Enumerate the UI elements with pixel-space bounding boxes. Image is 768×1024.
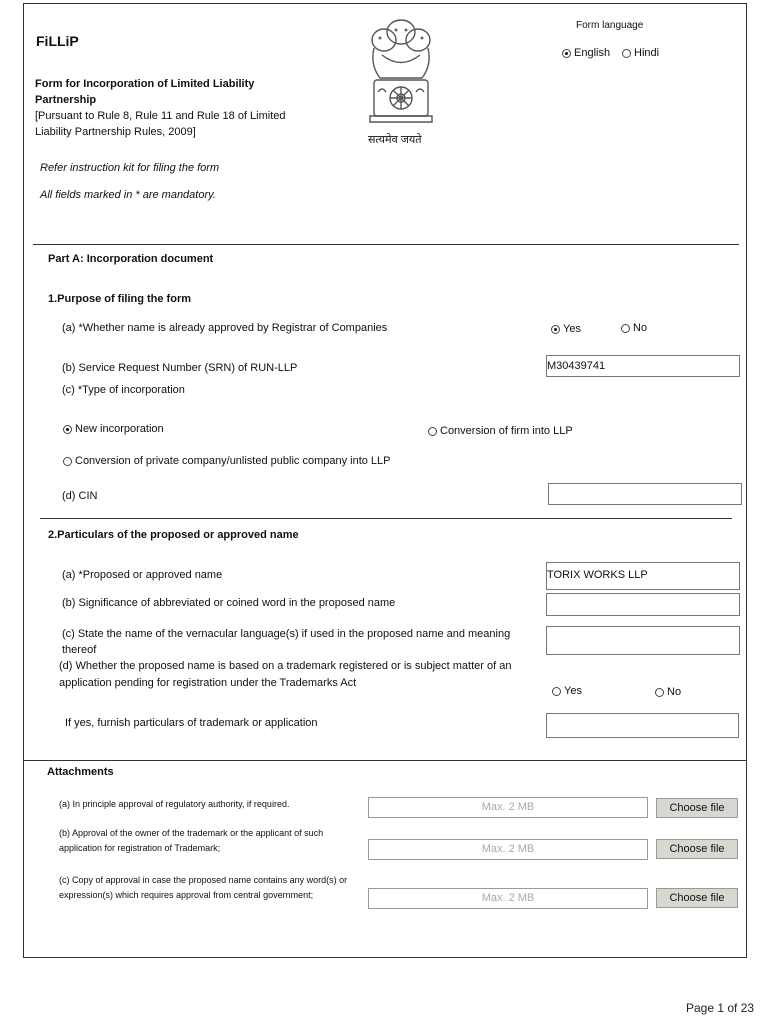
rule-text: [Pursuant to Rule 8, Rule 11 and Rule 18 of Limited Liability Partnership Rules, 2009] — [35, 110, 286, 138]
conversion-firm-radio[interactable]: Conversion of firm into LLP — [428, 425, 573, 437]
significance-field[interactable] — [546, 593, 740, 616]
radio-unselected-icon — [552, 687, 561, 696]
language-hindi-radio[interactable]: Hindi — [622, 47, 659, 59]
radio-unselected-icon — [621, 324, 630, 333]
attachment-a-label: (a) In principle approval of regulatory authority, if required. — [59, 799, 290, 809]
srn-field[interactable]: M30439741 — [546, 355, 740, 377]
radio-unselected-icon — [655, 688, 664, 697]
attachment-b-label: (b) Approval of the owner of the trademark or the applicant of such application for registration of Trademark; — [59, 828, 324, 853]
radio-unselected-icon — [428, 427, 437, 436]
conversion-company-radio[interactable]: Conversion of private company/unlisted public company into LLP — [63, 455, 391, 467]
question-1c: (c) *Type of incorporation — [62, 384, 185, 396]
divider — [23, 760, 747, 761]
vernacular-field[interactable] — [546, 626, 740, 655]
attachment-a-filebox[interactable]: Max. 2 MB — [368, 797, 648, 818]
attachment-b-filebox[interactable]: Max. 2 MB — [368, 839, 648, 860]
radio-unselected-icon — [63, 457, 72, 466]
attachment-c-filebox[interactable]: Max. 2 MB — [368, 888, 648, 909]
divider — [40, 518, 732, 519]
section-2-title: 2.Particulars of the proposed or approved name — [48, 529, 299, 541]
attachment-c-choose-button[interactable]: Choose file — [656, 888, 738, 908]
question-2d: (d) Whether the proposed name is based on a trademark registered or is subject matter of an application pending for registration under the Trademarks Act — [59, 660, 512, 689]
question-1d: (d) CIN — [62, 490, 98, 502]
name-approved-no-radio[interactable]: No — [621, 322, 647, 334]
instruction-text: Refer instruction kit for filing the form — [40, 162, 220, 174]
trademark-yes-radio[interactable]: Yes — [552, 685, 582, 697]
radio-unselected-icon — [622, 49, 631, 58]
question-2e: If yes, furnish particulars of trademark or application — [65, 717, 318, 729]
question-1b: (b) Service Request Number (SRN) of RUN-LLP — [62, 362, 298, 374]
radio-selected-icon — [63, 425, 72, 434]
question-1a: (a) *Whether name is already approved by Registrar of Companies — [62, 322, 388, 334]
mandatory-note: All fields marked in * are mandatory. — [40, 189, 216, 201]
divider — [33, 244, 739, 245]
trademark-no-radio[interactable]: No — [655, 686, 681, 698]
language-english-radio[interactable]: English — [562, 47, 610, 59]
attachments-title: Attachments — [47, 766, 114, 778]
cin-field[interactable] — [548, 483, 742, 505]
question-2b: (b) Significance of abbreviated or coined word in the proposed name — [62, 597, 396, 609]
emblem-caption: सत्यमेव जयते — [368, 134, 422, 146]
name-approved-yes-radio[interactable]: Yes — [551, 323, 581, 335]
radio-selected-icon — [562, 49, 571, 58]
attachment-c-label: (c) Copy of approval in case the proposed name contains any word(s) or expression(s) which requires approval from central government; — [59, 875, 348, 900]
part-a-title: Part A: Incorporation document — [48, 253, 214, 265]
new-incorporation-radio[interactable]: New incorporation — [63, 423, 164, 435]
app-name: FiLLiP — [36, 33, 79, 49]
form-title: Form for Incorporation of Limited Liability Partnership — [35, 78, 255, 106]
emblem-icon — [360, 10, 442, 150]
trademark-particulars-field[interactable] — [546, 713, 739, 738]
form-language-label: Form language — [576, 20, 644, 31]
proposed-name-field[interactable]: TORIX WORKS LLP — [546, 562, 740, 590]
attachment-a-choose-button[interactable]: Choose file — [656, 798, 738, 818]
attachment-b-choose-button[interactable]: Choose file — [656, 839, 738, 859]
page-number: Page 1 of 23 — [686, 1001, 755, 1015]
question-2c: (c) State the name of the vernacular language(s) if used in the proposed name and meaning thereof — [62, 628, 511, 656]
section-1-title: 1.Purpose of filing the form — [48, 293, 192, 305]
radio-selected-icon — [551, 325, 560, 334]
question-2a: (a) *Proposed or approved name — [62, 569, 223, 581]
